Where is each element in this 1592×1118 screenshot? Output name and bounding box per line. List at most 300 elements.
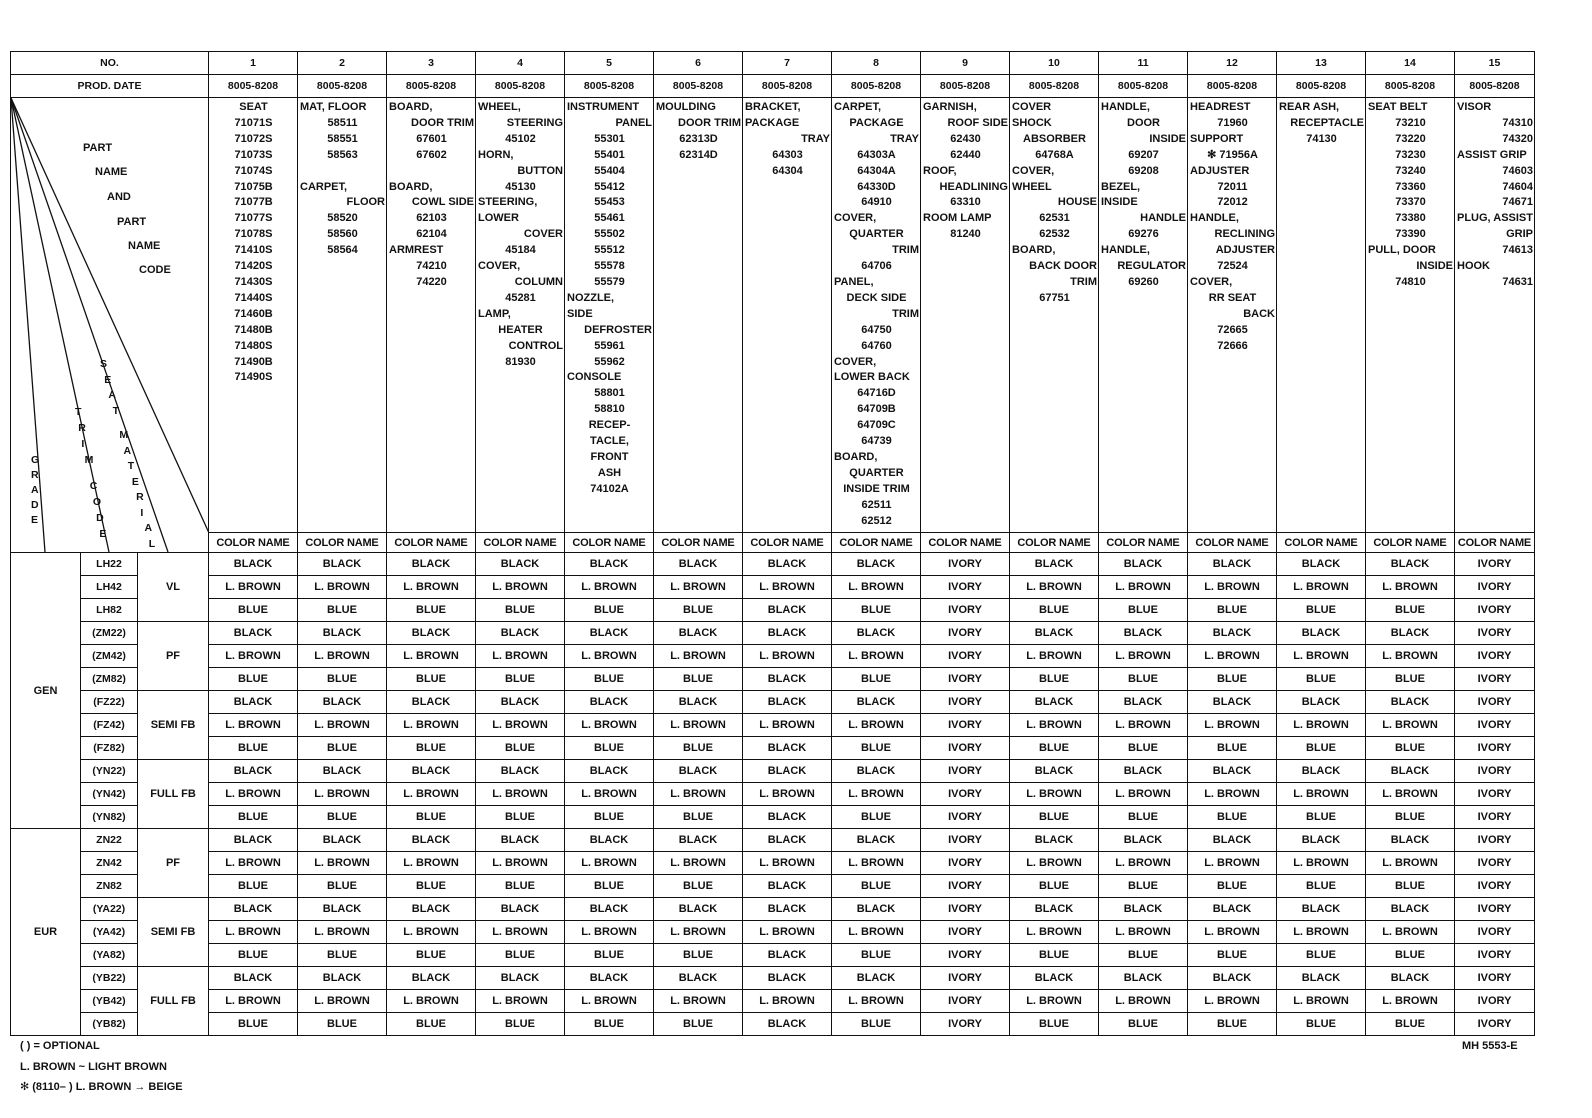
part-line: 74320: [1502, 132, 1533, 145]
axis-letter: G: [31, 454, 40, 466]
color-cell: BLUE: [298, 875, 387, 898]
color-cell: BLUE: [832, 944, 921, 967]
color-cell: L. BROWN: [832, 990, 921, 1013]
color-name-header: COLOR NAME: [1366, 533, 1455, 553]
color-cell: L. BROWN: [1277, 852, 1366, 875]
part-line: CONTROL: [508, 339, 563, 352]
part-line: 74603: [1502, 164, 1533, 177]
color-cell: L. BROWN: [476, 852, 565, 875]
color-cell: L. BROWN: [1366, 576, 1455, 599]
part-line: STEERING,: [478, 196, 538, 209]
color-cell: BLACK: [654, 829, 743, 852]
part-line: 71430S: [234, 275, 273, 288]
part-line: 73210: [1395, 116, 1426, 129]
color-cell: IVORY: [921, 806, 1010, 829]
part-line: 62430: [950, 132, 981, 145]
no-label: NO.: [11, 52, 209, 75]
color-cell: L. BROWN: [1277, 783, 1366, 806]
part-line: ARMREST: [389, 244, 444, 257]
axis-letter: A: [31, 484, 39, 496]
color-cell: BLUE: [832, 806, 921, 829]
color-cell: L. BROWN: [565, 990, 654, 1013]
color-cell: L. BROWN: [476, 783, 565, 806]
color-cell: BLUE: [1010, 599, 1099, 622]
column-number: 13: [1277, 52, 1366, 75]
color-cell: L. BROWN: [1099, 576, 1188, 599]
part-line: ASSIST GRIP: [1457, 148, 1527, 161]
color-cell: BLACK: [832, 553, 921, 576]
color-cell: BLUE: [565, 875, 654, 898]
part-line: BOARD,: [389, 101, 433, 113]
part-line: ASH: [597, 466, 622, 479]
color-cell: IVORY: [921, 691, 1010, 714]
color-cell: L. BROWN: [565, 783, 654, 806]
part-line: 64739: [861, 435, 892, 448]
part-line: 64768A: [1035, 148, 1074, 161]
color-cell: BLUE: [654, 875, 743, 898]
color-name-header: COLOR NAME: [1277, 533, 1366, 553]
trim-code-cell: (YB82): [81, 1013, 138, 1036]
color-cell: BLACK: [387, 622, 476, 645]
part-line: BOARD,: [834, 450, 878, 463]
color-cell: BLUE: [387, 875, 476, 898]
color-name-header: COLOR NAME: [654, 533, 743, 553]
color-cell: BLACK: [565, 691, 654, 714]
color-cell: L. BROWN: [298, 852, 387, 875]
part-line: 62512: [861, 514, 892, 527]
part-line: 64303A: [857, 148, 896, 161]
part-line: HOOK: [1457, 260, 1490, 273]
trim-code-cell: LH22: [81, 553, 138, 576]
color-cell: BLACK: [1188, 691, 1277, 714]
part-line: GRIP: [1506, 228, 1533, 241]
color-cell: BLUE: [1277, 668, 1366, 691]
color-cell: BLACK: [1010, 553, 1099, 576]
color-cell: BLACK: [565, 553, 654, 576]
seat-material-cell: PF: [138, 829, 209, 898]
color-cell: BLUE: [298, 1013, 387, 1036]
part-name-cell: [654, 98, 743, 533]
part-line: WHEEL,: [478, 101, 521, 113]
part-name-cell: [1188, 98, 1277, 533]
part-line: RECEP-: [588, 419, 631, 432]
part-line: HEADREST: [1190, 101, 1251, 113]
part-names-row: [11, 98, 1535, 533]
axis-letter: E: [131, 475, 139, 488]
part-line: HEATER: [498, 323, 543, 336]
color-cell: BLACK: [1188, 622, 1277, 645]
part-line: 62314D: [679, 148, 718, 161]
part-line: 74604: [1502, 180, 1533, 193]
color-cell: L. BROWN: [387, 852, 476, 875]
color-cell: IVORY: [1455, 576, 1535, 599]
part-line: 71072S: [234, 132, 273, 145]
color-cell: BLACK: [654, 553, 743, 576]
part-line: DOOR TRIM: [411, 116, 474, 129]
table-row: [11, 668, 1535, 691]
color-cell: L. BROWN: [209, 852, 298, 875]
part-line: COLUMN: [514, 275, 563, 288]
footnote-optional: ( ) = OPTIONAL: [20, 1040, 100, 1052]
color-cell: BLUE: [1277, 806, 1366, 829]
color-cell: BLUE: [1277, 1013, 1366, 1036]
table-row: [11, 691, 1535, 714]
color-cell: BLUE: [1366, 1013, 1455, 1036]
color-cell: BLUE: [1099, 806, 1188, 829]
color-name-header: COLOR NAME: [743, 533, 832, 553]
part-line: CARPET,: [300, 180, 348, 193]
prod-date: 8005-8208: [565, 75, 654, 98]
axis-letter: S: [100, 358, 108, 370]
color-cell: BLUE: [1188, 668, 1277, 691]
color-cell: BLUE: [565, 599, 654, 622]
trim-code-cell: (ZM42): [81, 645, 138, 668]
part-line: 67602: [416, 148, 447, 161]
color-cell: L. BROWN: [1188, 645, 1277, 668]
part-line: DEFROSTER: [584, 323, 652, 336]
color-cell: L. BROWN: [565, 921, 654, 944]
color-cell: L. BROWN: [1099, 990, 1188, 1013]
color-cell: L. BROWN: [1366, 645, 1455, 668]
table-row: [11, 944, 1535, 967]
footnote-beige: ✻ (8110– ) L. BROWN → BEIGE: [20, 1081, 183, 1093]
table-row: [11, 875, 1535, 898]
color-cell: BLACK: [832, 691, 921, 714]
color-cell: BLACK: [209, 622, 298, 645]
part-name-cell: [1010, 98, 1099, 533]
prod-date: 8005-8208: [654, 75, 743, 98]
color-cell: L. BROWN: [1277, 714, 1366, 737]
part-line: LAMP,: [478, 307, 511, 320]
color-cell: BLUE: [565, 668, 654, 691]
axis-part-3: AND: [107, 191, 131, 203]
part-line: 67601: [416, 132, 447, 145]
color-cell: BLACK: [1366, 691, 1455, 714]
color-cell: BLACK: [743, 898, 832, 921]
color-cell: IVORY: [921, 875, 1010, 898]
color-cell: BLUE: [565, 1013, 654, 1036]
part-line: 74220: [416, 275, 447, 288]
color-cell: L. BROWN: [1366, 852, 1455, 875]
part-line: 55578: [594, 260, 625, 273]
part-line: 74310: [1502, 116, 1533, 129]
color-cell: L. BROWN: [565, 714, 654, 737]
part-name-cell: [1366, 98, 1455, 533]
part-line: VISOR: [1457, 101, 1492, 113]
color-cell: L. BROWN: [832, 645, 921, 668]
color-cell: BLACK: [743, 1013, 832, 1036]
part-line: 73360: [1395, 180, 1426, 193]
axis-letter: O: [92, 495, 102, 508]
color-cell: L. BROWN: [209, 645, 298, 668]
part-line: 71071S: [234, 116, 273, 129]
color-cell: BLUE: [654, 1013, 743, 1036]
prod-date: 8005-8208: [1455, 75, 1535, 98]
color-cell: L. BROWN: [654, 576, 743, 599]
part-line: ROOM LAMP: [923, 212, 992, 225]
axis-letter: T: [75, 406, 82, 418]
trim-code-cell: (ZM22): [81, 622, 138, 645]
part-line: 71074S: [234, 164, 273, 177]
color-cell: BLACK: [654, 967, 743, 990]
axis-part-2: NAME: [95, 166, 128, 178]
seat-material-cell: PF: [138, 622, 209, 691]
part-line: 64750: [861, 323, 892, 336]
trim-code-cell: (FZ82): [81, 737, 138, 760]
color-cell: BLACK: [209, 553, 298, 576]
part-line: 62313D: [679, 132, 718, 145]
color-cell: L. BROWN: [1366, 714, 1455, 737]
color-cell: BLACK: [387, 967, 476, 990]
color-cell: BLUE: [298, 944, 387, 967]
part-line: 72011: [1217, 180, 1248, 193]
part-line: 62511: [861, 498, 892, 511]
color-cell: BLACK: [1010, 829, 1099, 852]
color-cell: L. BROWN: [387, 783, 476, 806]
part-line: 55461: [594, 212, 625, 225]
column-number: 8: [832, 52, 921, 75]
color-cell: BLACK: [1277, 760, 1366, 783]
part-line: LOWER BACK: [834, 371, 910, 384]
prod-date: 8005-8208: [921, 75, 1010, 98]
color-cell: BLUE: [654, 599, 743, 622]
part-line: 74130: [1306, 132, 1337, 145]
color-cell: L. BROWN: [654, 645, 743, 668]
trim-code-cell: (YA42): [81, 921, 138, 944]
part-line: [389, 164, 474, 180]
color-cell: BLACK: [298, 898, 387, 921]
part-line: LOWER: [478, 212, 519, 225]
color-cell: L. BROWN: [298, 645, 387, 668]
part-line: COVER: [1012, 101, 1052, 113]
part-name-cell: [832, 98, 921, 533]
color-cell: IVORY: [1455, 645, 1535, 668]
part-line: RECLINING: [1214, 228, 1275, 241]
color-cell: BLACK: [832, 760, 921, 783]
color-cell: BLUE: [654, 944, 743, 967]
part-line: REAR ASH,: [1279, 101, 1340, 113]
table-row: [11, 806, 1535, 829]
part-line: 71960: [1217, 116, 1248, 129]
color-cell: BLUE: [209, 668, 298, 691]
color-cell: BLACK: [743, 668, 832, 691]
table-row: [11, 852, 1535, 875]
part-line: 69276: [1128, 228, 1159, 241]
part-line: 64716D: [857, 387, 896, 400]
color-cell: BLACK: [565, 898, 654, 921]
prod-date: 8005-8208: [743, 75, 832, 98]
color-cell: BLUE: [1010, 875, 1099, 898]
color-cell: BLACK: [654, 622, 743, 645]
color-cell: BLUE: [387, 737, 476, 760]
color-cell: IVORY: [921, 967, 1010, 990]
part-line: COVER: [523, 228, 563, 241]
color-cell: L. BROWN: [1188, 783, 1277, 806]
color-cell: L. BROWN: [1366, 990, 1455, 1013]
color-cell: BLUE: [209, 599, 298, 622]
column-number: 4: [476, 52, 565, 75]
color-cell: BLUE: [209, 737, 298, 760]
color-cell: BLACK: [1366, 898, 1455, 921]
column-number: 15: [1455, 52, 1535, 75]
part-line: HANDLE,: [1190, 212, 1239, 225]
color-cell: L. BROWN: [298, 921, 387, 944]
seat-material-cell: FULL FB: [138, 967, 209, 1036]
color-cell: L. BROWN: [1010, 645, 1099, 668]
column-number: 14: [1366, 52, 1455, 75]
part-line: 58511: [327, 116, 358, 129]
color-cell: L. BROWN: [1010, 576, 1099, 599]
part-line: 67751: [1039, 291, 1070, 304]
color-cell: BLUE: [654, 737, 743, 760]
color-cell: BLUE: [476, 1013, 565, 1036]
color-cell: BLUE: [1099, 944, 1188, 967]
color-cell: BLUE: [1099, 668, 1188, 691]
trim-color-table: [10, 51, 1535, 1036]
color-cell: IVORY: [921, 622, 1010, 645]
part-line: MOULDING: [656, 101, 716, 113]
part-line: 58564: [327, 244, 358, 257]
axis-letter: C: [89, 479, 98, 492]
color-cell: IVORY: [1455, 691, 1535, 714]
color-cell: L. BROWN: [1188, 990, 1277, 1013]
prod-date: 8005-8208: [1010, 75, 1099, 98]
color-cell: BLUE: [1366, 875, 1455, 898]
axis-legend-cell: [11, 98, 209, 553]
trim-code-cell: ZN82: [81, 875, 138, 898]
part-line: TRAY: [890, 132, 919, 145]
color-cell: BLACK: [654, 760, 743, 783]
color-cell: BLACK: [565, 967, 654, 990]
prod-date: 8005-8208: [476, 75, 565, 98]
color-cell: IVORY: [921, 714, 1010, 737]
color-name-header: COLOR NAME: [1099, 533, 1188, 553]
color-cell: IVORY: [921, 760, 1010, 783]
part-line: BOARD,: [389, 180, 433, 193]
color-cell: BLACK: [1277, 967, 1366, 990]
column-number: 3: [387, 52, 476, 75]
prod-date: 8005-8208: [832, 75, 921, 98]
color-cell: IVORY: [1455, 944, 1535, 967]
color-cell: L. BROWN: [832, 783, 921, 806]
part-line: 55301: [594, 132, 625, 145]
part-line: RECEPTACLE: [1290, 116, 1364, 129]
column-number: 10: [1010, 52, 1099, 75]
part-line: 55512: [594, 244, 625, 257]
color-cell: BLUE: [565, 806, 654, 829]
color-cell: L. BROWN: [743, 921, 832, 944]
footnote-light-brown: L. BROWN ~ LIGHT BROWN: [20, 1061, 167, 1073]
part-line: PULL, DOOR: [1368, 244, 1436, 257]
color-cell: IVORY: [921, 829, 1010, 852]
color-cell: BLACK: [1099, 553, 1188, 576]
part-line: COVER,: [1012, 164, 1055, 177]
color-cell: BLACK: [1366, 760, 1455, 783]
part-line: 58801: [594, 387, 625, 400]
color-cell: IVORY: [1455, 921, 1535, 944]
part-line: FLOOR: [346, 196, 385, 209]
axis-part-1: PART: [83, 142, 113, 154]
color-cell: L. BROWN: [1099, 921, 1188, 944]
color-cell: BLACK: [743, 691, 832, 714]
color-cell: BLUE: [476, 944, 565, 967]
column-number: 5: [565, 52, 654, 75]
table-row: [11, 760, 1535, 783]
color-cell: BLUE: [832, 737, 921, 760]
color-cell: BLACK: [209, 691, 298, 714]
prod-date: 8005-8208: [1188, 75, 1277, 98]
color-cell: BLUE: [1010, 737, 1099, 760]
part-line: RR SEAT: [1208, 291, 1257, 304]
color-cell: BLACK: [743, 829, 832, 852]
part-name-cell: [387, 98, 476, 533]
prod-date: 8005-8208: [1366, 75, 1455, 98]
color-cell: BLACK: [743, 737, 832, 760]
part-line: 71073S: [234, 148, 273, 161]
prod-date-row: [11, 75, 1535, 98]
part-line: HOUSE: [1057, 196, 1097, 209]
part-line: BEZEL,: [1101, 180, 1141, 193]
color-cell: L. BROWN: [832, 714, 921, 737]
color-cell: BLACK: [1099, 691, 1188, 714]
part-line: PACKAGE: [849, 116, 904, 129]
color-name-header: COLOR NAME: [1010, 533, 1099, 553]
color-cell: BLACK: [743, 599, 832, 622]
color-cell: L. BROWN: [1010, 714, 1099, 737]
table-row: [11, 576, 1535, 599]
part-line: 71410S: [234, 244, 273, 257]
part-line: INSTRUMENT: [567, 101, 640, 113]
color-cell: BLUE: [832, 875, 921, 898]
color-cell: BLUE: [387, 1013, 476, 1036]
part-line: 64910: [861, 196, 892, 209]
color-cell: BLACK: [1099, 760, 1188, 783]
part-line: 63310: [950, 196, 981, 209]
prod-date: 8005-8208: [298, 75, 387, 98]
table-row: [11, 921, 1535, 944]
axis-letter: E: [104, 373, 112, 386]
color-cell: BLUE: [209, 875, 298, 898]
axis-letter: A: [144, 522, 153, 535]
color-cell: IVORY: [921, 737, 1010, 760]
part-line: INSIDE: [1416, 260, 1453, 273]
color-cell: L. BROWN: [1010, 783, 1099, 806]
color-cell: BLUE: [476, 599, 565, 622]
part-line: NOZZLE,: [567, 291, 615, 304]
color-cell: L. BROWN: [298, 714, 387, 737]
part-line: 73390: [1395, 228, 1426, 241]
part-line: BUTTON: [517, 164, 563, 177]
color-cell: BLACK: [743, 553, 832, 576]
color-cell: BLUE: [476, 668, 565, 691]
trim-code-cell: (YB42): [81, 990, 138, 1013]
color-name-row: [11, 533, 1535, 553]
color-name-header: COLOR NAME: [565, 533, 654, 553]
part-line: HANDLE: [1140, 212, 1186, 225]
trim-code-cell: (YB22): [81, 967, 138, 990]
color-cell: BLUE: [654, 668, 743, 691]
prod-date-label: PROD. DATE: [11, 75, 209, 98]
color-cell: L. BROWN: [654, 921, 743, 944]
color-cell: BLUE: [1277, 737, 1366, 760]
part-line: 64330D: [857, 180, 896, 193]
color-cell: BLACK: [387, 553, 476, 576]
part-line: COWL SIDE: [411, 196, 474, 209]
part-line: PANEL,: [834, 275, 874, 288]
part-line: 74810: [1395, 275, 1426, 288]
part-line: 73240: [1395, 164, 1426, 177]
color-cell: BLACK: [1010, 760, 1099, 783]
